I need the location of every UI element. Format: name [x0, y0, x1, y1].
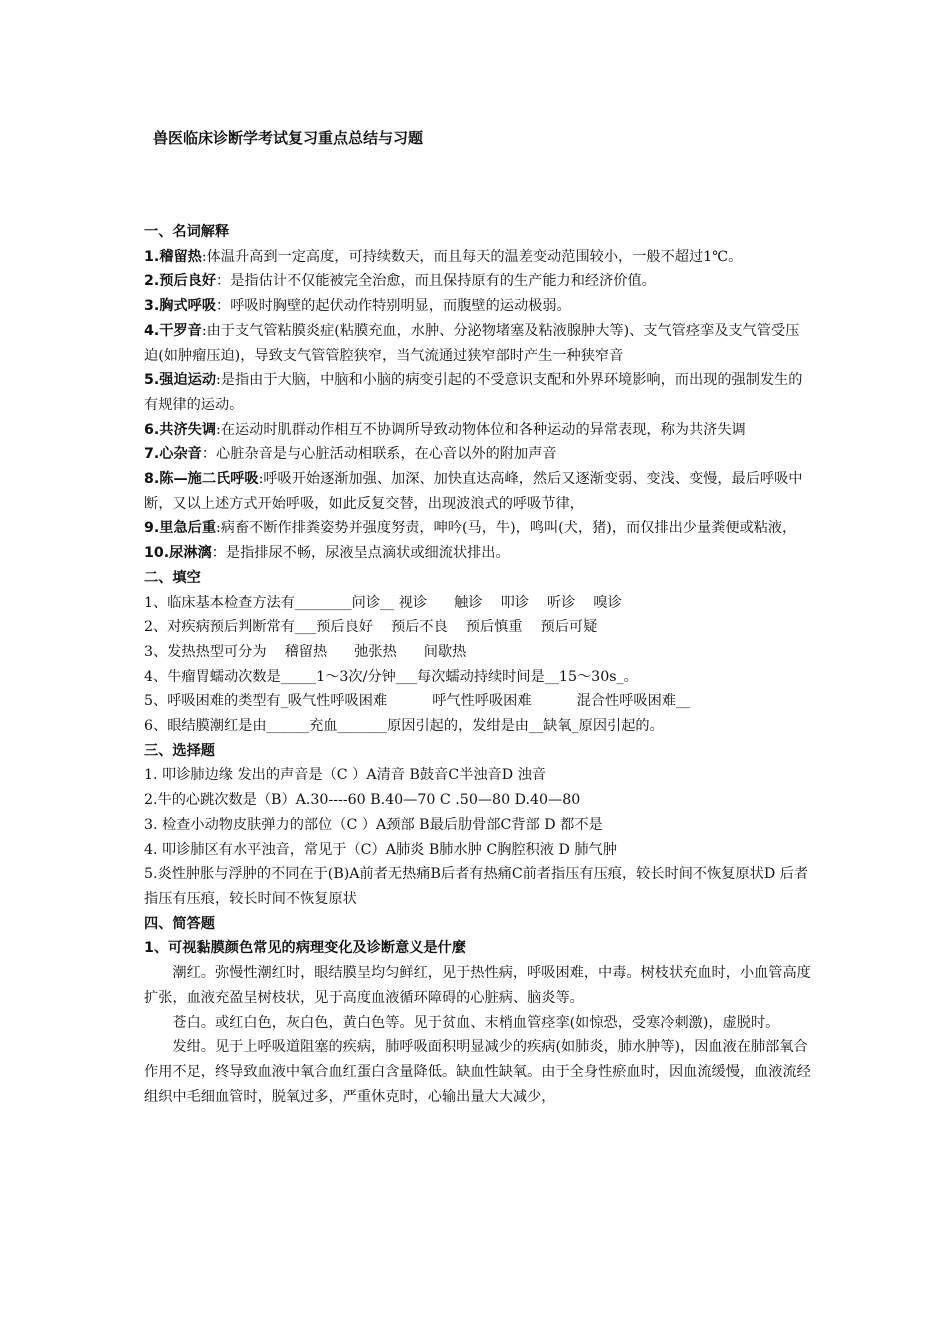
short-answer-paragraphs — [144, 961, 812, 1109]
definition-text: 呼吸开始逐渐加强、加深、加快直达高峰，然后又逐渐变弱、变浅、变慢，最后呼吸中断，又以上述方式开始呼吸，如此反复交替，出现波浪式的呼吸节律， — [144, 471, 803, 512]
definition-text: 是指由于大脑，中脑和小脑的病变引起的不受意识支配和外界环境影响，而出现的强制发生的有规律的运动。 — [144, 372, 803, 413]
definition-text: 呼吸时胸壁的起伏动作特别明显，而腹壁的运动极弱。 — [230, 298, 571, 315]
choice-question: 3. 检查小动物皮肤弹力的部位（C ）A颈部 B最后肋骨部C背部 D 都不是 — [144, 816, 603, 833]
definition-term: 1.稽留热 — [144, 248, 202, 265]
definition-item — [144, 245, 812, 270]
definition-term: 8.陈—施二氏呼吸 — [144, 471, 259, 488]
definition-term: 4.干罗音 — [144, 322, 202, 339]
answer-paragraph: 发绀。见于上呼吸道阻塞的疾病，肺呼吸面积明显减少的疾病(如肺炎，肺水肿等)，因血液在肺部氧合作用不足，终导致血液中氧合血红蛋白含量降低。缺血性缺氧。由于全身性瘀血时，因血流缓慢，血液流经组织中毛细血管时，脱氧过多，严重休克时，心输出量大大减少， — [144, 1039, 811, 1105]
choice-question: 2.牛的心跳次数是（B）A.30----60 B.40—70 C .50—80 D.40—80 — [144, 792, 581, 809]
answer-paragraph: 潮红。弥慢性潮红时，眼结膜呈均匀鲜红，见于热性病，呼吸困难，中毒。树枝状充血时，小血管高度扩张，血液充盈呈树枝状，见于高度血液循环障碍的心脏病、脑炎等。 — [144, 965, 811, 1006]
definition-item — [144, 442, 812, 467]
definition-separator: : — [216, 520, 221, 537]
definition-separator: : — [216, 372, 221, 389]
definition-text: 由于支气管粘膜炎症(粘膜充血，水肿、分泌物堵塞及粘液腺肿大等)、支气管痉挛及支气管受压迫(如肿瘤压迫)，导致支气管管腔狭窄，当气流通过狭窄部时产生一种狭窄音 — [144, 322, 800, 364]
definition-text: 是指估计不仅能被完全治愈，而且保持原有的生产能力和经济价值。 — [230, 273, 656, 290]
fill-blank-list — [144, 591, 812, 739]
definition-term: 7.心杂音 — [144, 446, 202, 463]
definition-separator: ： — [216, 273, 231, 290]
definition-item — [144, 418, 812, 443]
section-heading-fill-blank: 二、填空 — [144, 569, 201, 586]
definition-term: 10.尿淋漓 — [144, 545, 212, 562]
definition-separator: : — [258, 471, 264, 488]
fill-blank-item: 3、发热热型可分为 稽留热 弛张热 间歇热 — [144, 643, 467, 660]
definition-separator: : — [201, 322, 207, 339]
definition-text: 在运动时肌群动作相互不协调所导致动物体位和各种运动的异常表现，称为共济失调 — [220, 421, 746, 438]
definition-item — [144, 368, 812, 417]
short-answer-question: 1、可视黏膜颜色常见的病理变化及诊断意义是什麼 — [144, 940, 466, 957]
definition-term: 2.预后良好 — [144, 273, 217, 290]
fill-blank-item: 5、呼吸困难的类型有_吸气性呼吸困难 呼气性呼吸困难 混合性呼吸困难__ — [144, 693, 691, 710]
document-body — [144, 220, 812, 1109]
definition-term: 3.胸式呼吸 — [144, 298, 217, 315]
fill-blank-item: 6、眼结膜潮红是由______充血_______原因引起的，发绀是由__缺氧_原因引起的。 — [144, 718, 664, 735]
multiple-choice-list — [144, 763, 812, 911]
definition-text: 病畜不断作排粪姿势并强度努责，呻吟(马，牛)，鸣叫(犬，猪)，而仅排出少量粪便或粘液， — [220, 520, 797, 537]
section-heading-definitions: 一、名词解释 — [144, 224, 230, 240]
definition-item — [144, 467, 812, 516]
definition-term: 6.共济失调 — [144, 421, 217, 438]
definition-item — [144, 319, 812, 368]
definition-item — [144, 541, 812, 566]
document-title: 兽医临床诊断学考试复习重点总结与习题 — [153, 129, 424, 147]
definition-item — [144, 516, 812, 541]
definition-separator: ： — [201, 446, 217, 463]
section-heading-multiple-choice: 三、选择题 — [144, 742, 215, 759]
definition-separator: ： — [211, 545, 226, 562]
choice-question: 5.炎性肿胀与浮肿的不同在于(B)A前者无热痛B后者有热痛C前者指压有压痕，较长时间不恢复原状D 后者指压有压痕，较长时间不恢复原状 — [144, 866, 809, 907]
section-heading-short-answer: 四、简答题 — [144, 915, 215, 932]
fill-blank-item: 4、牛瘤胃蠕动次数是_____1～3次/分钟___每次蠕动持续时间是__15～30s_。 — [144, 668, 638, 685]
definition-separator: : — [201, 248, 207, 265]
definition-term: 9.里急后重 — [144, 520, 217, 537]
definition-item — [144, 294, 812, 319]
definition-item — [144, 269, 812, 294]
fill-blank-item: 2、对疾病预后判断常有___预后良好 预后不良 预后慎重 预后可疑 — [144, 619, 598, 636]
definition-term: 5.强迫运动 — [144, 372, 217, 389]
fill-blank-item: 1、临床基本检查方法有________问诊__ 视诊 触诊 叩诊 听诊 嗅诊 — [144, 594, 622, 611]
definitions-list — [144, 245, 812, 566]
definition-text: 心脏杂音是与心脏活动相联系，在心音以外的附加声音 — [216, 446, 557, 463]
definition-separator: : — [216, 421, 221, 438]
answer-paragraph: 苍白。或红白色，灰白色，黄白色等。见于贫血、末梢血管痉挛(如惊恐，受寒冷刺激)，虚脱时。 — [172, 1014, 780, 1031]
choice-question: 4. 叩诊肺区有水平浊音，常见于（C）A肺炎 B肺水肿 C胸腔积液 D 肺气肿 — [144, 841, 617, 858]
definition-text: 是指排尿不畅，尿液呈点滴状或细流状排出。 — [225, 545, 510, 562]
definition-separator: ： — [216, 298, 231, 315]
definition-text: 体温升高到一定高度，可持续数天，而且每天的温差变动范围较小，一般不超过1℃。 — [206, 248, 743, 265]
choice-question: 1. 叩诊肺边缘 发出的声音是（C ）A清音 B鼓音C半浊音D 浊音 — [144, 767, 546, 784]
